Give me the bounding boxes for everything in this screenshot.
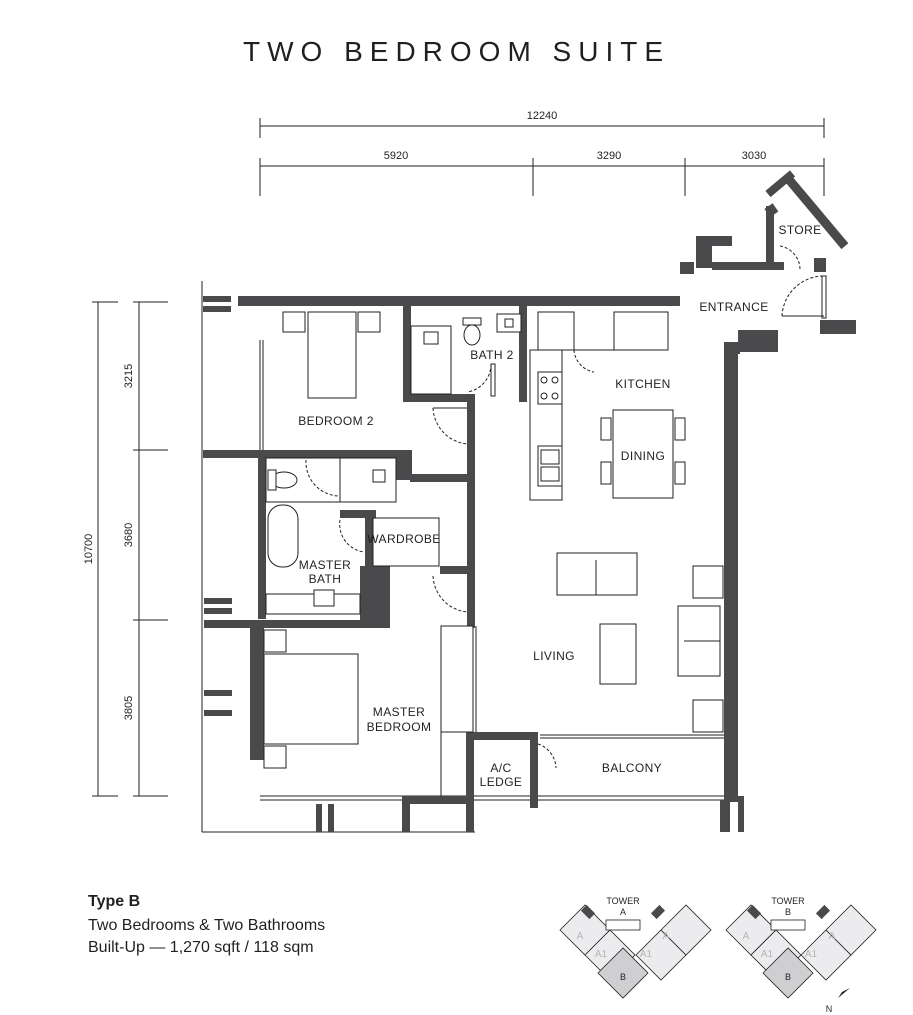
- key-b-unit-a-right: A: [828, 931, 836, 942]
- sofa-3-seater: [557, 553, 637, 595]
- dim-depth-3: 3805: [123, 695, 135, 721]
- key-a-letter: A: [619, 907, 627, 917]
- key-b-unit-a1-right: A1: [804, 949, 818, 960]
- label-ac-ledge-line2: LEDGE: [479, 775, 523, 789]
- master-bed: [264, 654, 358, 744]
- unit-built-up: Built-Up — 1,270 sqft / 118 sqm: [88, 939, 314, 956]
- label-store: STORE: [778, 223, 822, 237]
- label-bath-2: BATH 2: [470, 348, 514, 362]
- north-label: N: [825, 1004, 833, 1014]
- key-b-unit-a-left: A: [742, 931, 750, 942]
- label-ac-ledge-line1: A/C: [490, 761, 512, 775]
- key-plan-tower-a: [560, 905, 711, 998]
- dim-overall-width: 12240: [526, 110, 558, 122]
- dim-segment-2: 3290: [596, 150, 622, 162]
- coffee-table: [600, 624, 636, 684]
- bathtub: [268, 505, 298, 567]
- label-entrance: ENTRANCE: [699, 300, 769, 314]
- unit-type: Type B: [88, 893, 141, 910]
- dim-segment-1: 5920: [383, 150, 409, 162]
- key-b-tower: TOWER: [771, 896, 805, 906]
- fixtures: [264, 246, 826, 768]
- key-b-unit-b: B: [784, 972, 792, 982]
- key-a-unit-b: B: [619, 972, 627, 982]
- dim-segment-3: 3030: [741, 150, 767, 162]
- label-master-bath-line1: MASTER: [298, 558, 352, 572]
- toilet-bath2: [464, 325, 480, 345]
- label-wardrobe: WARDROBE: [367, 532, 441, 546]
- label-master-bedroom-line1: MASTER: [372, 705, 426, 719]
- dim-depth-2: 3680: [123, 522, 135, 548]
- cooktop: [538, 372, 562, 404]
- bed-2: [308, 312, 356, 398]
- key-a-unit-a1-left: A1: [594, 949, 608, 960]
- key-a-unit-a-left: A: [576, 931, 584, 942]
- label-master-bath-line2: BATH: [308, 572, 342, 586]
- key-a-unit-a-right: A: [662, 931, 670, 942]
- label-dining: DINING: [620, 449, 666, 463]
- unit-info: [88, 893, 325, 957]
- label-kitchen: KITCHEN: [615, 377, 671, 391]
- key-a-unit-a1-right: A1: [639, 949, 653, 960]
- plan-title: TWO BEDROOM SUITE: [243, 36, 670, 67]
- key-a-tower: TOWER: [606, 896, 640, 906]
- north-arrow-icon: [838, 988, 850, 998]
- dim-overall-depth: 10700: [83, 533, 95, 565]
- label-balcony: BALCONY: [601, 761, 663, 775]
- key-b-letter: B: [784, 907, 792, 917]
- unit-bedrooms: Two Bedrooms & Two Bathrooms: [88, 917, 326, 934]
- label-master-bedroom-line2: BEDROOM: [366, 720, 432, 734]
- key-b-unit-a1-left: A1: [760, 949, 774, 960]
- dim-depth-1: 3215: [123, 363, 135, 389]
- sink: [538, 446, 562, 486]
- key-plan-tower-b: [726, 905, 876, 998]
- label-living: LIVING: [533, 649, 575, 663]
- label-bedroom-2: BEDROOM 2: [298, 414, 374, 428]
